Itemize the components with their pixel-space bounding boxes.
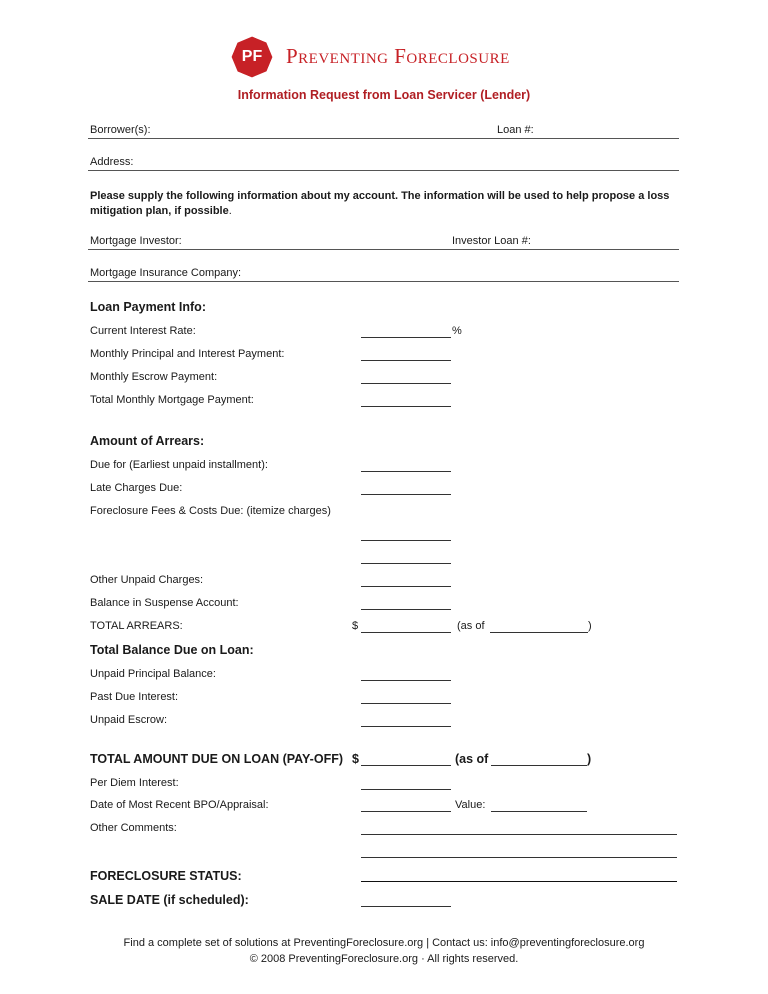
total-arrears-label: TOTAL ARREARS:	[90, 620, 183, 632]
payoff-date-blank[interactable]	[491, 765, 587, 766]
total-arrears-as-of: (as of	[457, 620, 485, 632]
monthly-escrow-label: Monthly Escrow Payment:	[90, 371, 218, 383]
footer-line-1: Find a complete set of solutions at PreventingForeclosure.org | Contact us: info@preventingforeclosure.org	[123, 937, 645, 949]
past-due-interest-blank[interactable]	[361, 703, 451, 704]
sale-date-blank[interactable]	[361, 906, 451, 907]
address-label: Address:	[90, 156, 134, 168]
unpaid-principal-label: Unpaid Principal Balance:	[90, 668, 216, 680]
borrower-line[interactable]	[88, 138, 679, 139]
past-due-interest-label: Past Due Interest:	[90, 691, 179, 703]
total-arrears-date-blank[interactable]	[490, 632, 588, 633]
total-amount-due-label: TOTAL AMOUNT DUE ON LOAN (PAY-OFF)	[90, 752, 344, 766]
total-arrears-blank[interactable]	[361, 632, 451, 633]
foreclosure-status-line[interactable]	[361, 881, 677, 882]
sale-date-label: SALE DATE (if scheduled):	[90, 893, 249, 907]
monthly-pi-blank[interactable]	[361, 360, 451, 361]
other-comments-line-1[interactable]	[361, 834, 677, 835]
insurance-line[interactable]	[88, 281, 679, 282]
due-for-label: Due for (Earliest unpaid installment):	[90, 459, 268, 471]
suspense-balance-blank[interactable]	[361, 609, 451, 610]
arrears-heading: Amount of Arrears:	[90, 434, 205, 448]
intro-line-2-end: .	[228, 205, 232, 217]
other-unpaid-label: Other Unpaid Charges:	[90, 574, 204, 586]
loan-payment-heading: Loan Payment Info:	[90, 300, 206, 314]
total-monthly-blank[interactable]	[361, 406, 451, 407]
total-monthly-label: Total Monthly Mortgage Payment:	[90, 394, 254, 406]
intro-line-2-wrap	[90, 205, 232, 217]
total-arrears-close: )	[588, 620, 592, 632]
foreclosure-fees-label: Foreclosure Fees & Costs Due: (itemize charges)	[90, 505, 331, 517]
value-label: Value:	[455, 799, 486, 811]
footer-line-2: © 2008 PreventingForeclosure.org · All rights reserved.	[249, 953, 519, 965]
other-comments-line-2[interactable]	[361, 857, 677, 858]
mortgage-investor-label: Mortgage Investor:	[90, 235, 182, 247]
payoff-close: )	[587, 752, 592, 766]
intro-line-2: mitigation plan, if possible	[90, 205, 229, 217]
investor-loan-number-label: Investor Loan #:	[452, 235, 531, 247]
intro-line-1: Please supply the following information about my account. The information will be used to help propose a loss	[90, 190, 670, 202]
payoff-amount-blank[interactable]	[361, 765, 451, 766]
borrowers-label: Borrower(s):	[90, 124, 151, 136]
bpo-date-label: Date of Most Recent BPO/Appraisal:	[90, 799, 269, 811]
per-diem-blank[interactable]	[361, 789, 451, 790]
investor-line[interactable]	[88, 249, 679, 250]
mortgage-insurance-label: Mortgage Insurance Company:	[90, 267, 242, 279]
monthly-escrow-blank[interactable]	[361, 383, 451, 384]
other-unpaid-blank[interactable]	[361, 586, 451, 587]
per-diem-label: Per Diem Interest:	[90, 777, 179, 789]
other-comments-label: Other Comments:	[90, 822, 177, 834]
balance-due-heading: Total Balance Due on Loan:	[90, 643, 254, 657]
monthly-pi-label: Monthly Principal and Interest Payment:	[90, 348, 285, 360]
foreclosure-fees-blank-1[interactable]	[361, 540, 451, 541]
total-arrears-dollar: $	[352, 620, 359, 632]
late-charges-blank[interactable]	[361, 494, 451, 495]
unpaid-principal-blank[interactable]	[361, 680, 451, 681]
current-interest-rate-label: Current Interest Rate:	[90, 325, 196, 337]
bpo-date-blank[interactable]	[361, 811, 451, 812]
payoff-as-of: (as of	[455, 752, 489, 766]
payoff-dollar: $	[352, 752, 359, 766]
address-line[interactable]	[88, 170, 679, 171]
brand-name: Preventing Foreclosure	[286, 44, 510, 68]
foreclosure-fees-blank-2[interactable]	[361, 563, 451, 564]
value-blank[interactable]	[491, 811, 587, 812]
logo-initials: PF	[241, 48, 263, 65]
form-title: Information Request from Loan Servicer (Lender)	[237, 88, 531, 102]
percent-sign: %	[452, 325, 462, 337]
loan-number-label: Loan #:	[497, 124, 534, 136]
unpaid-escrow-label: Unpaid Escrow:	[90, 714, 168, 726]
late-charges-label: Late Charges Due:	[90, 482, 183, 494]
suspense-balance-label: Balance in Suspense Account:	[90, 597, 239, 609]
due-for-blank[interactable]	[361, 471, 451, 472]
interest-rate-blank[interactable]	[361, 337, 451, 338]
unpaid-escrow-blank[interactable]	[361, 726, 451, 727]
foreclosure-status-label: FORECLOSURE STATUS:	[90, 869, 242, 883]
